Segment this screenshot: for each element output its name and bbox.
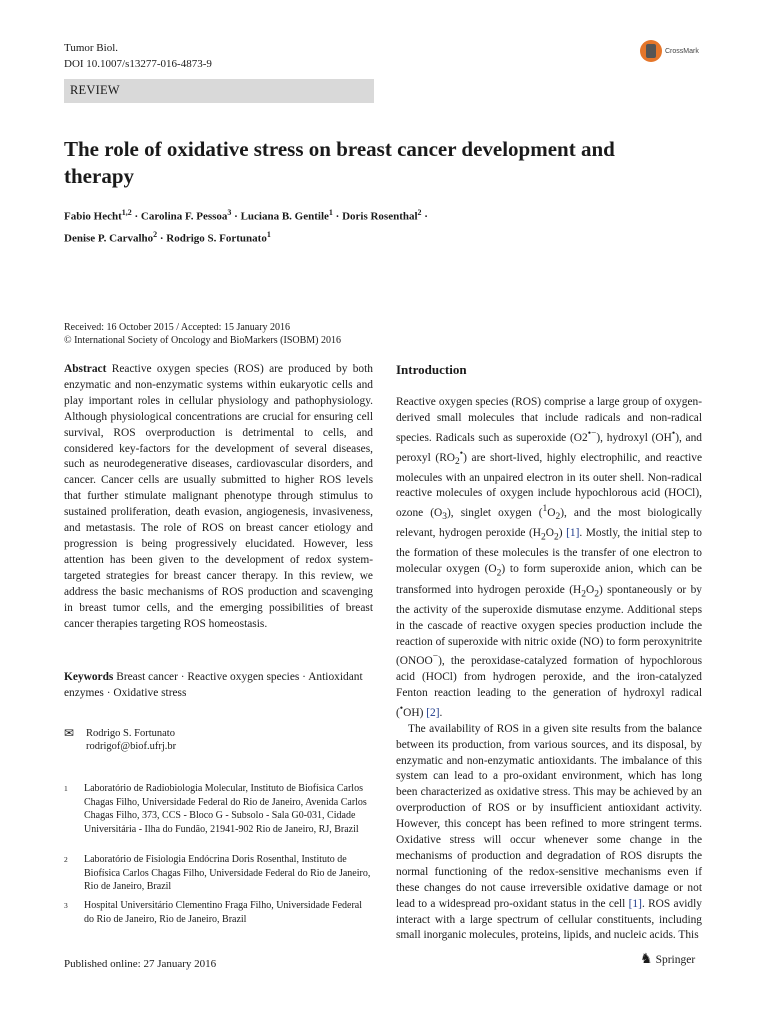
reference-link[interactable]: [1] xyxy=(566,527,580,540)
corresponding-author: Rodrigo S. Fortunato xyxy=(86,728,175,739)
article-dates xyxy=(64,321,394,347)
introduction-paragraph-1: Reactive oxygen species (ROS) comprise a large group of oxygen-derived small molecules that include radicals and non-radical species. Radicals such as superoxide (O2•−), hydroxyl (OH•), and peroxyl $(RO_2^•)$ are short-lived, highly electrophilic, and reactive molecules with an unpaired electron in its outer shell. Non-radical reactive molecules of oxygen include hypochlorous acid (HOCl), ozone $(O_3)$, singlet oxygen $(^1O_2)$, and the most biologically relevant, hydrogen peroxide $(H_2O_2)$ [1]. Mostly, the initial step to the formation of these molecules is the transfer of one electron to molecular oxygen $(O_2)$ to form superoxide anion, which can be transformed into hydrogen peroxide $(H_2O_2)$ spontaneously or by the activity of the superoxide dismutase enzyme. Additional steps in the cascade of reactive oxygen species production include the reaction of superoxide with nitric oxide (NO) to form peroxynitrite (ONOO−), the peroxidase-catalyzed formation of hypochlorous acid (HOCl) from hydrogen peroxide, and the iron-catalyzed Fenton reaction leading to the generation of hydroxyl radical (•OH) [2]. xyxy=(396,396,703,719)
affiliation-3 xyxy=(64,899,374,926)
section-banner xyxy=(64,79,374,103)
author-name[interactable]: Denise P. Carvalho xyxy=(64,232,154,245)
affiliation-1 xyxy=(64,782,374,836)
affiliation-text: Laboratório de Radiobiologia Molecular, Instituto de Biofísica Carlos Chagas Filho, Universidade Federal do Rio de Janeiro, Avenida Carlos Chagas Filho, 373, CCS - Bloco G - Subsolo - Sala G0-031, Cidade Universitária - Ilha do Fundão, 21941-902 Rio de Janeiro, RJ, Brazil xyxy=(84,783,367,835)
author-name[interactable]: Rodrigo S. Fortunato xyxy=(166,232,267,245)
abstract-label: Abstract xyxy=(64,363,107,375)
abstract-section xyxy=(64,362,373,632)
crossmark-badge[interactable] xyxy=(640,40,699,62)
publisher-logo xyxy=(640,951,695,968)
author-affiliation: 1 xyxy=(328,208,333,217)
correspondence xyxy=(64,727,374,753)
keywords-section xyxy=(64,670,373,702)
author-affiliation: 3 xyxy=(227,208,232,217)
affiliation-number: 3 xyxy=(64,901,68,910)
reference-link[interactable]: [2] xyxy=(426,706,440,719)
author-name[interactable]: Carolina F. Pessoa xyxy=(140,210,228,223)
introduction-paragraph-2: The availability of ROS in a given site results from the balance between its production, from various sources, and its disposal, by enzymatic and non-enzymatic antioxidants. The imbalance of this system can lead to a pro-oxidant environment, which has long been characterized as oxidative stress. This may be achieved by an overproduction of ROS or by insufficient antioxidant activity. However, this concept has been refined to more stringent terms. Oxidative stress will occur whenever some change in the mechanisms of production and degradation of ROS disrupts the normal functioning of the redox-sensitive mechanisms even if these changes do not cause irreversible oxidative damage or not lead to a widespread pro-oxidant status in the cell [1]. ROS avidly interact with a large spectrum of cellular constituents, including small inorganic molecules, proteins, lipids, and nucleic acids. This xyxy=(396,722,702,942)
affiliation-number: 2 xyxy=(64,855,68,864)
reference-link[interactable]: [1] xyxy=(628,897,642,910)
introduction-body xyxy=(396,395,702,944)
keywords-label: Keywords xyxy=(64,671,114,683)
author-name[interactable]: Fabio Hecht xyxy=(64,210,122,223)
author-affiliation: 1,2 xyxy=(121,208,132,217)
author-name[interactable]: Doris Rosenthal xyxy=(342,210,418,223)
published-date: Published online: 27 January 2016 xyxy=(64,958,217,970)
publisher-name: Springer xyxy=(655,953,696,966)
crossmark-icon xyxy=(640,40,662,62)
author-affiliation: 2 xyxy=(417,208,422,217)
received-accepted: Received: 16 October 2015 / Accepted: 15 January 2016 xyxy=(64,322,291,333)
copyright: © International Society of Oncology and BioMarkers (ISOBM) 2016 xyxy=(64,335,341,346)
springer-horse-icon: ♞ xyxy=(640,952,653,967)
article-title: The role of oxidative stress on breast cancer development and therapy xyxy=(64,137,615,188)
abstract-text: Reactive oxygen species (ROS) are produced by both enzymatic and non-enzymatic systems within eukaryotic cells and play important roles in cellular physiology and pathophysiology. Although physiological concentrations are crucial for ensuring cell survival, ROS overproduction is detrimental to cells, and considered key-factors for the development of several diseases, such as neurodegenerative diseases, cardiovascular disorders, and cancer. Cancer cells are usually submitted to higher ROS levels that further stimulate malignant phenotype through stimulus to sustained proliferation, death evasion, angiogenesis, invasiveness, and metastasis. The role of ROS on breast cancer etiology and progression is being progressively elucidated. However, less attention has been given to the development of redox system-targeted strategies for breast cancer therapy. In this review, we address the basic mechanisms of ROS production and scavenging in breast tumor cells, and the emerging possibilities of breast cancer therapies targeting ROS homeostasis. xyxy=(64,363,373,630)
keywords-text: Breast cancer · Reactive oxygen species · Antioxidant enzymes · Oxidative stress xyxy=(64,671,363,699)
journal-name: Tumor Biol. xyxy=(64,42,119,54)
crossmark-label: CrossMark xyxy=(665,47,699,55)
affiliation-2 xyxy=(64,853,374,894)
author-name[interactable]: Luciana B. Gentile xyxy=(240,210,329,223)
affiliation-text: Laboratório de Fisiologia Endócrina Doris Rosenthal, Instituto de Biofísica Carlos Chagas Filho, Universidade Federal do Rio de Janeiro, Rio de Janeiro, Brazil xyxy=(84,854,371,893)
corresponding-email[interactable]: rodrigof@biof.ufrj.br xyxy=(86,741,177,752)
envelope-icon: ✉ xyxy=(64,726,75,740)
doi[interactable]: DOI 10.1007/s13277-016-4873-9 xyxy=(64,58,212,70)
author-affiliation: 1 xyxy=(266,229,271,239)
affiliation-text: Hospital Universitário Clementino Fraga Filho, Universidade Federal do Rio de Janeiro, Rio de Janeiro, Brazil xyxy=(84,900,362,925)
introduction-heading: Introduction xyxy=(396,362,467,377)
section-label: REVIEW xyxy=(70,83,120,97)
author-affiliation: 2 xyxy=(153,229,158,239)
affiliation-number: 1 xyxy=(64,784,68,793)
author-list: Fabio Hecht$^{1,2}$ · Carolina F. Pessoa$^3$ · Luciana B. Gentile$^1$ · Doris Rosenthal$^2$ · Denise P. Carvalho$^2$ · Rodrigo S. Fortunato$^1$ xyxy=(64,208,428,245)
